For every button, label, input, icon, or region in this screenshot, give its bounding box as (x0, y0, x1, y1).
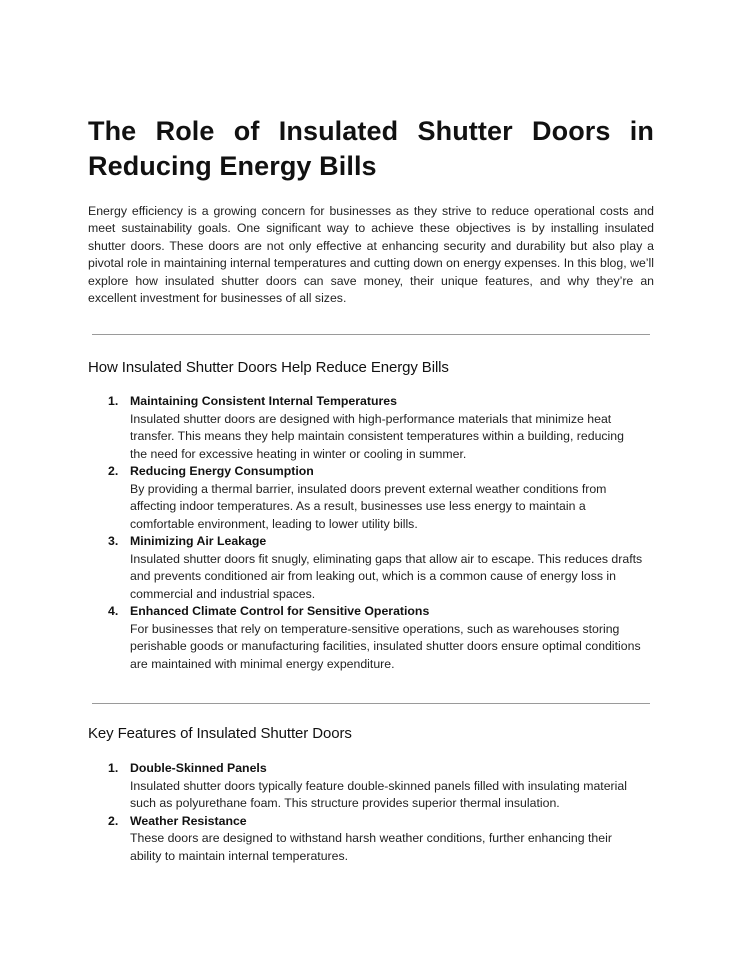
section-divider (92, 334, 650, 335)
document-page (88, 114, 654, 863)
list-item-title: Maintaining Consistent Internal Temperatures (130, 394, 397, 408)
list-item-title: Minimizing Air Leakage (130, 534, 267, 548)
list-item-title: Double-Skinned Panels (130, 761, 267, 775)
list-number: 1. (108, 761, 119, 775)
list-item (88, 603, 654, 673)
list-item-text: By providing a thermal barrier, insulated doors prevent external weather conditions from affecting indoor temperatures. As a result, businesses use less energy to maintain a comfortable environment, leading to lower utility bills. (130, 481, 607, 531)
list-item (88, 393, 654, 463)
section-divider (92, 703, 650, 704)
list-item (88, 760, 654, 813)
article-title: The Role of Insulated Shutter Doors in Reducing Energy Bills (88, 116, 654, 181)
list-number: 3. (108, 534, 119, 548)
list-item (88, 813, 654, 866)
list-item-text: These doors are designed to withstand harsh weather conditions, further enhancing their ability to maintain internal temperatures. (130, 831, 612, 863)
list-item-title: Reducing Energy Consumption (130, 464, 314, 478)
energy-benefits-list (88, 393, 654, 673)
list-number: 1. (108, 394, 119, 408)
list-item-text: Insulated shutter doors are designed with high-performance materials that minimize heat transfer. This means they help maintain consistent temperatures within a building, reducing the need for excessive heating in winter or cooling in summer. (130, 411, 624, 461)
list-item (88, 533, 654, 603)
features-list (88, 760, 654, 865)
list-item-title: Enhanced Climate Control for Sensitive Operations (130, 604, 430, 618)
list-number: 2. (108, 813, 119, 828)
list-number: 2. (108, 464, 119, 478)
list-item-title: Weather Resistance (130, 813, 247, 828)
list-item-text: Insulated shutter doors typically feature double-skinned panels filled with insulating material such as polyurethane foam. This structure provides superior thermal insulation. (130, 778, 627, 810)
list-number: 4. (108, 604, 119, 618)
list-item-text: For businesses that rely on temperature-sensitive operations, such as warehouses storing perishable goods or manufacturing facilities, insulated shutter doors ensure optimal conditions are maintained with minimal energy expenditure. (130, 621, 641, 671)
section-heading-features: Key Features of Insulated Shutter Doors (88, 725, 352, 742)
list-item-text: Insulated shutter doors fit snugly, eliminating gaps that allow air to escape. This reduces drafts and prevents conditioned air from leaking out, which is a common cause of energy loss in commercial and industrial spaces. (130, 551, 643, 601)
list-item (88, 463, 654, 533)
intro-paragraph: Energy efficiency is a growing concern for businesses as they strive to reduce operational costs and meet sustainability goals. One significant way to achieve these objectives is by installing insulated shutter doors. These doors are not only effective at enhancing security and durability but also play a pivotal role in maintaining internal temperatures and cutting down on energy expenses. In this blog, we’ll explore how insulated shutter doors can save money, their unique features, and why they’re an excellent investment for businesses of all sizes. (88, 204, 654, 306)
section-heading-energy: How Insulated Shutter Doors Help Reduce Energy Bills (88, 359, 449, 376)
